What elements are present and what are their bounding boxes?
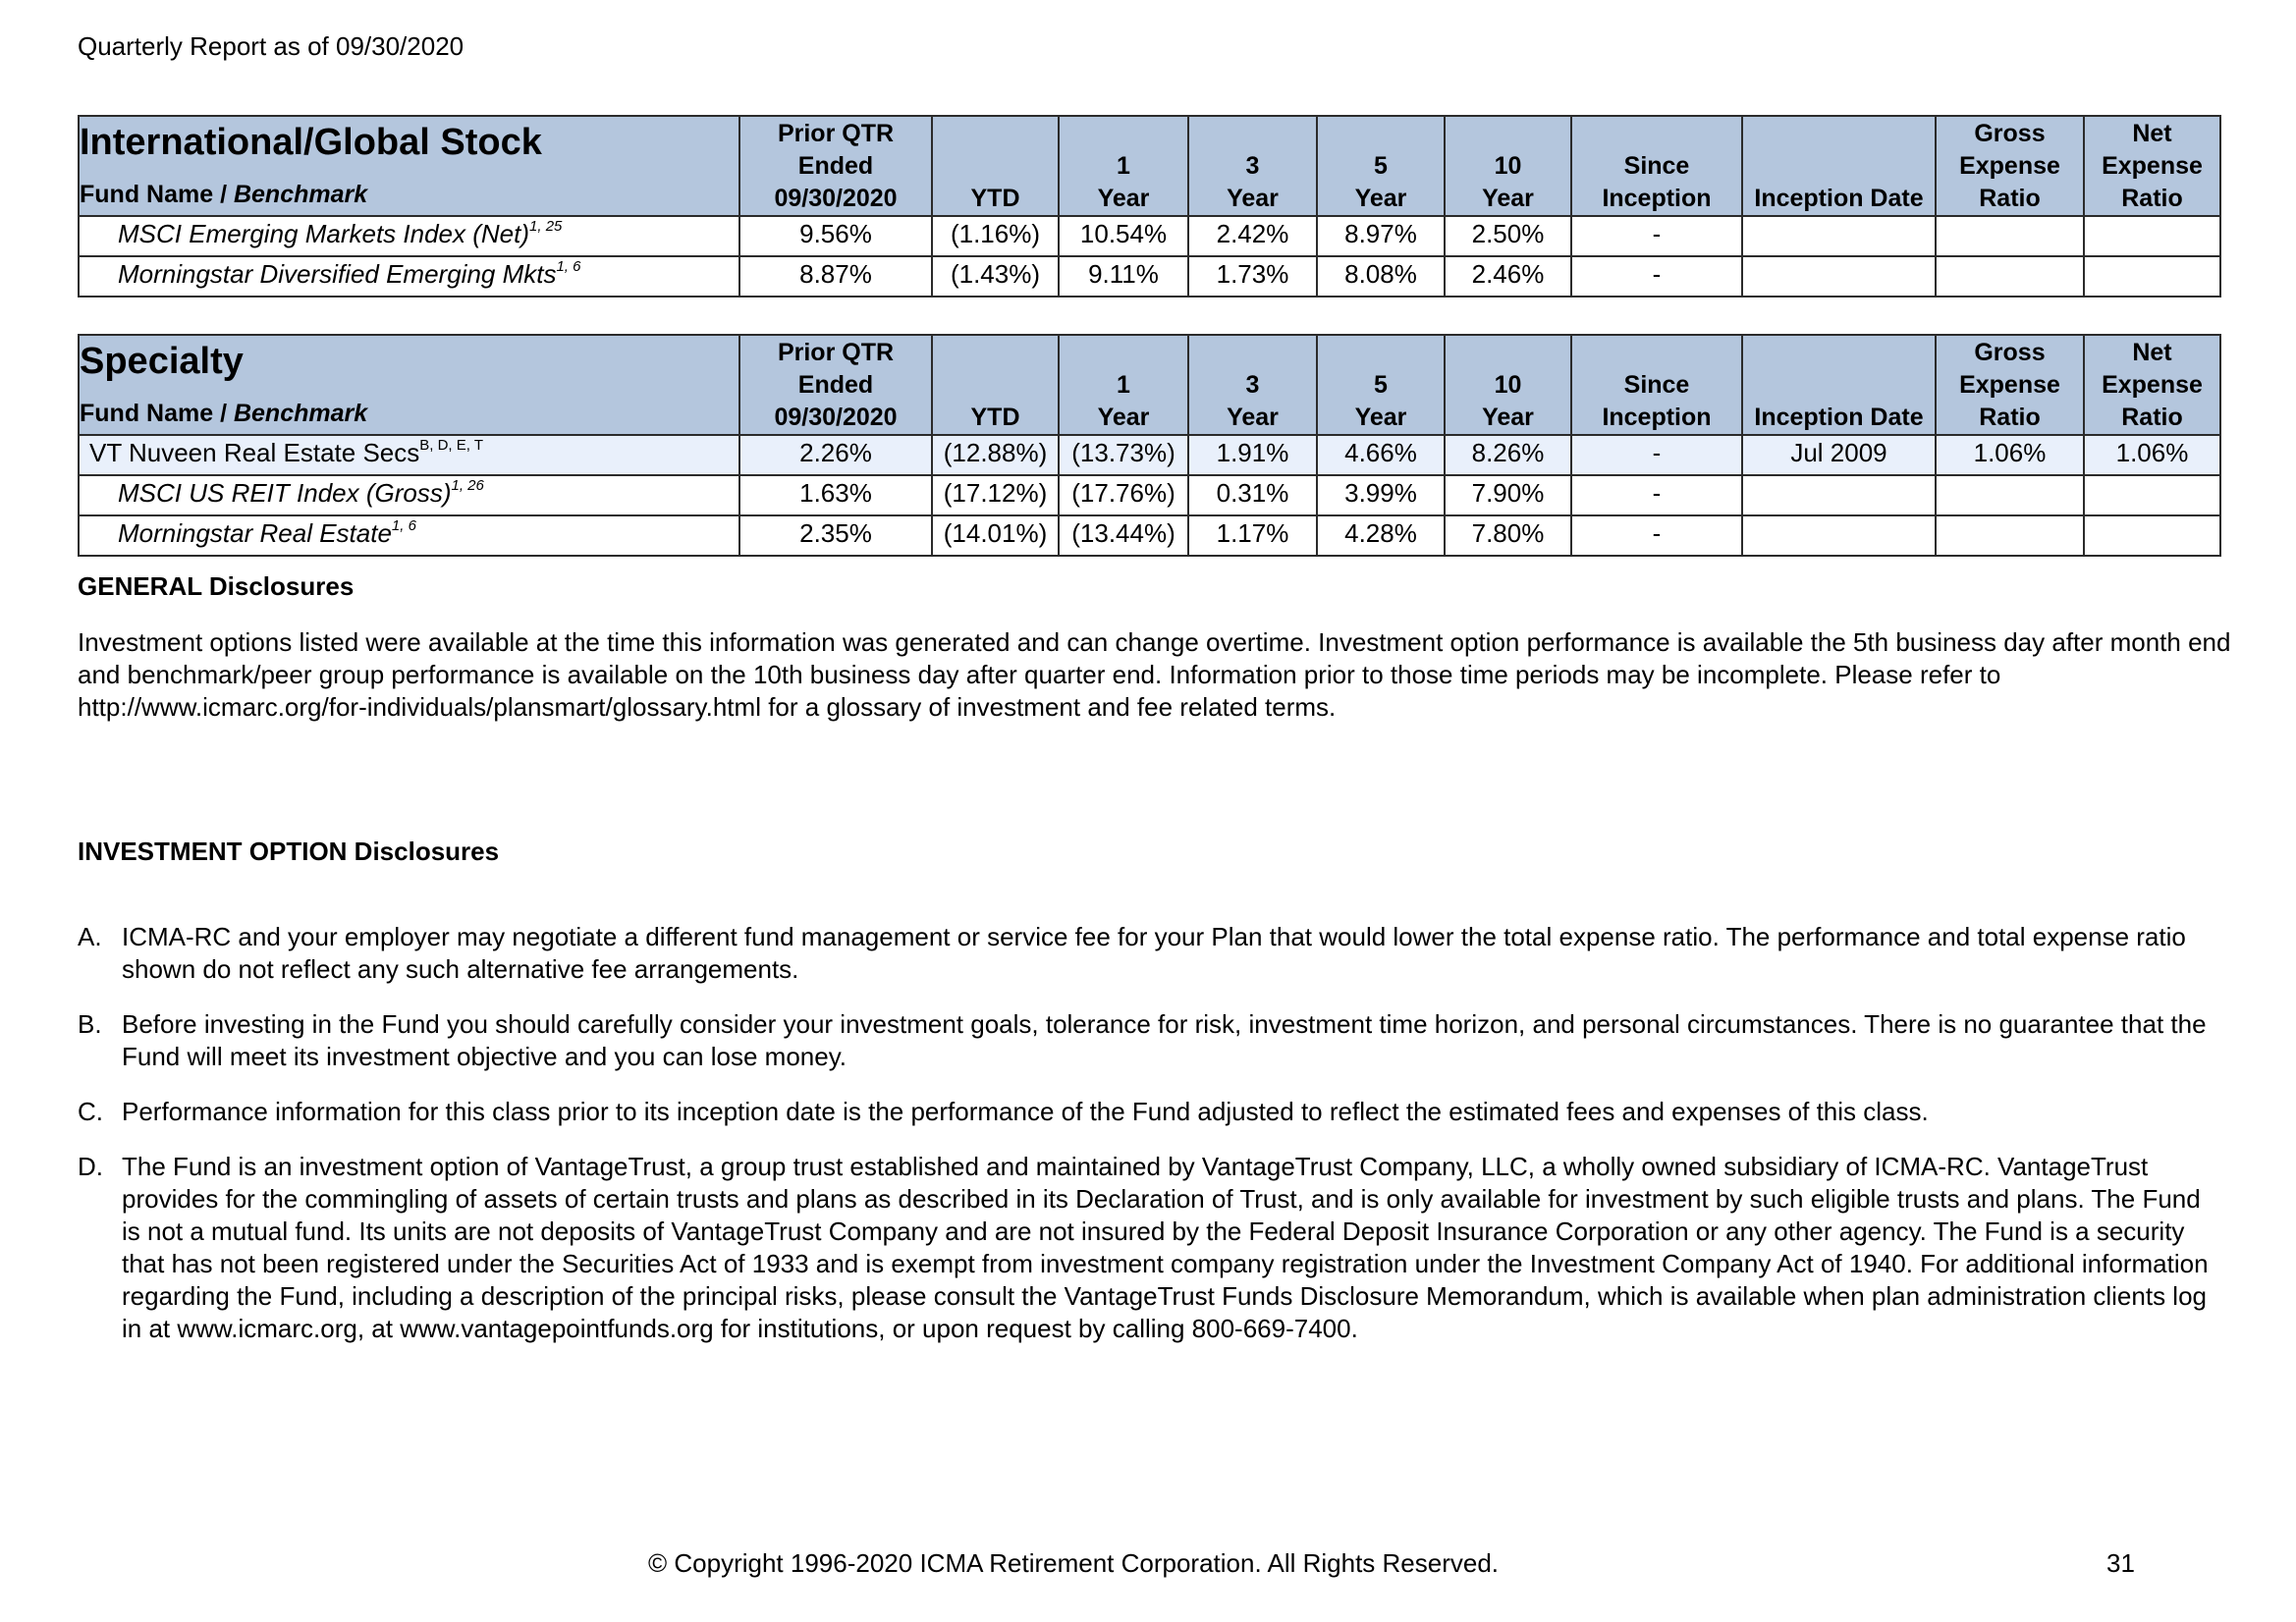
disclosure-item <box>78 1008 2218 1073</box>
category-header <box>79 335 739 435</box>
cell-prior-qtr: 2.35% <box>739 515 932 556</box>
column-header-10-year: 10 Year <box>1445 116 1571 216</box>
disclosure-letter: B. <box>78 1009 102 1039</box>
cell-10-year: 8.26% <box>1445 435 1571 475</box>
cell-prior-qtr: 1.63% <box>739 475 932 515</box>
footer-copyright: © Copyright 1996-2020 ICMA Retirement Corporation. All Rights Reserved. <box>648 1548 1500 1578</box>
cell-10-year: 2.50% <box>1445 216 1571 256</box>
column-header-ytd: YTD <box>932 335 1059 435</box>
category-title: Specialty <box>80 341 244 382</box>
cell-inception-date <box>1742 475 1936 515</box>
fund-name-column-header: Fund Name / Benchmark <box>80 181 368 208</box>
benchmark-row <box>79 256 2220 297</box>
cell-net-expense-ratio <box>2084 475 2220 515</box>
cell-since-inception: - <box>1571 216 1742 256</box>
cell-inception-date <box>1742 515 1936 556</box>
disclosure-item <box>78 1096 2218 1128</box>
cell-5-year: 4.66% <box>1317 435 1445 475</box>
investment-option-disclosures-heading: INVESTMENT OPTION Disclosures <box>78 837 500 866</box>
cell-gross-expense-ratio <box>1936 256 2084 297</box>
disclosure-text: ICMA-RC and your employer may negotiate a different fund management or service fee for your Plan that would lower the total expense ratio. The performance and total expense ratio shown do not reflect any such alternative fee arrangements. <box>122 922 2186 984</box>
cell-5-year: 3.99% <box>1317 475 1445 515</box>
category-header <box>79 116 739 216</box>
fund-name-cell <box>79 216 739 256</box>
cell-prior-qtr: 2.26% <box>739 435 932 475</box>
fund-performance-table <box>78 334 2221 557</box>
cell-5-year: 4.28% <box>1317 515 1445 556</box>
disclosure-item <box>78 1151 2218 1345</box>
cell-1-year: 10.54% <box>1059 216 1188 256</box>
cell-inception-date: Jul 2009 <box>1742 435 1936 475</box>
table-header-row <box>79 116 2220 216</box>
investment-option-disclosures-list <box>78 921 2218 1368</box>
cell-ytd: (17.12%) <box>932 475 1059 515</box>
cell-net-expense-ratio <box>2084 216 2220 256</box>
cell-1-year: (13.44%) <box>1059 515 1188 556</box>
cell-3-year: 1.91% <box>1188 435 1317 475</box>
cell-since-inception: - <box>1571 256 1742 297</box>
benchmark-row <box>79 216 2220 256</box>
cell-5-year: 8.97% <box>1317 216 1445 256</box>
column-header-1-year: 1 Year <box>1059 335 1188 435</box>
column-header-net-expense-ratio: Net Expense Ratio <box>2084 116 2220 216</box>
cell-prior-qtr: 8.87% <box>739 256 932 297</box>
cell-3-year: 2.42% <box>1188 216 1317 256</box>
cell-1-year: 9.11% <box>1059 256 1188 297</box>
column-header-1-year: 1 Year <box>1059 116 1188 216</box>
column-header-gross-expense-ratio: Gross Expense Ratio <box>1936 335 2084 435</box>
cell-5-year: 8.08% <box>1317 256 1445 297</box>
disclosure-text: The Fund is an investment option of VantageTrust, a group trust established and maintained by VantageTrust Company, LLC, a wholly owned subsidiary of ICMA-RC. VantageTrust provides for the commingling of assets of certain trusts and plans as described in its Declaration of Trust, and is only available for investment by such eligible trusts and plans. The Fund is not a mutual fund. Its units are not deposits of VantageTrust Company and are not insured by the Federal Deposit Insurance Corporation or any other agency. The Fund is a security that has not been registered under the Securities Act of 1933 and is exempt from investment company registration under the Investment Company Act of 1940. For additional information regarding the Fund, including a description of the principal risks, please consult the VantageTrust Funds Disclosure Memorandum, which is available when plan administration clients log in at www.icmarc.org, at www.vantagepointfunds.org for institutions, or upon request by calling 800-669-7400. <box>122 1152 2209 1343</box>
column-header-5-year: 5 Year <box>1317 116 1445 216</box>
cell-ytd: (14.01%) <box>932 515 1059 556</box>
cell-net-expense-ratio <box>2084 515 2220 556</box>
disclosure-text: Performance information for this class prior to its inception date is the performance of the Fund adjusted to reflect the estimated fees and expenses of this class. <box>122 1097 1929 1126</box>
fund-name-cell <box>79 435 739 475</box>
disclosure-letter: D. <box>78 1152 103 1181</box>
cell-1-year: (13.73%) <box>1059 435 1188 475</box>
cell-10-year: 7.90% <box>1445 475 1571 515</box>
disclosure-text: Before investing in the Fund you should carefully consider your investment goals, tolerance for risk, investment time horizon, and personal circumstances. There is no guarantee that the Fund will meet its investment objective and you can lose money. <box>122 1009 2207 1071</box>
cell-since-inception: - <box>1571 435 1742 475</box>
cell-gross-expense-ratio: 1.06% <box>1936 435 2084 475</box>
fund-name-cell <box>79 475 739 515</box>
cell-gross-expense-ratio <box>1936 515 2084 556</box>
fund-name-cell <box>79 256 739 297</box>
page-number: 31 <box>2106 1548 2135 1578</box>
cell-prior-qtr: 9.56% <box>739 216 932 256</box>
cell-ytd: (12.88%) <box>932 435 1059 475</box>
cell-ytd: (1.16%) <box>932 216 1059 256</box>
column-header-5-year: 5 Year <box>1317 335 1445 435</box>
footnote-reference: 1, 6 <box>391 517 416 534</box>
column-header-prior-qtr: Prior QTR Ended 09/30/2020 <box>739 335 932 435</box>
category-title: International/Global Stock <box>80 122 542 163</box>
column-header-gross-expense-ratio: Gross Expense Ratio <box>1936 116 2084 216</box>
fund-name-column-header: Fund Name / Benchmark <box>80 400 368 427</box>
fund-performance-table <box>78 115 2221 297</box>
cell-net-expense-ratio: 1.06% <box>2084 435 2220 475</box>
table-header-row <box>79 335 2220 435</box>
column-header-inception-date: Inception Date <box>1742 335 1936 435</box>
column-header-since-inception: Since Inception <box>1571 335 1742 435</box>
footnote-reference: 1, 6 <box>556 258 581 275</box>
column-header-inception-date: Inception Date <box>1742 116 1936 216</box>
cell-1-year: (17.76%) <box>1059 475 1188 515</box>
cell-gross-expense-ratio <box>1936 216 2084 256</box>
benchmark-row <box>79 515 2220 556</box>
cell-10-year: 2.46% <box>1445 256 1571 297</box>
report-header: Quarterly Report as of 09/30/2020 <box>78 31 465 61</box>
column-header-10-year: 10 Year <box>1445 335 1571 435</box>
benchmark-row <box>79 475 2220 515</box>
cell-ytd: (1.43%) <box>932 256 1059 297</box>
footnote-reference: B, D, E, T <box>419 437 483 454</box>
fund-name: VT Nuveen Real Estate Secs <box>89 438 420 467</box>
column-header-ytd: YTD <box>932 116 1059 216</box>
disclosure-letter: C. <box>78 1097 103 1126</box>
general-disclosures-heading: GENERAL Disclosures <box>78 571 355 601</box>
fund-name: Morningstar Diversified Emerging Mkts <box>118 259 557 289</box>
fund-name: MSCI US REIT Index (Gross) <box>118 478 452 508</box>
cell-since-inception: - <box>1571 515 1742 556</box>
disclosure-item <box>78 921 2218 986</box>
cell-since-inception: - <box>1571 475 1742 515</box>
column-header-net-expense-ratio: Net Expense Ratio <box>2084 335 2220 435</box>
column-header-3-year: 3 Year <box>1188 335 1317 435</box>
general-disclosures-text: Investment options listed were available at the time this information was generated and can change overtime. Investment option performance is available the 5th business day after month end and benchmark/peer group performance is available on the 10th business day after quarter end. Information prior to those time periods may be incomplete. Please refer to http://www.icmarc.org/for-individuals/plansmart/glossary.html for a glossary of investment and fee related terms. <box>78 627 2231 722</box>
column-header-since-inception: Since Inception <box>1571 116 1742 216</box>
cell-10-year: 7.80% <box>1445 515 1571 556</box>
cell-gross-expense-ratio <box>1936 475 2084 515</box>
cell-net-expense-ratio <box>2084 256 2220 297</box>
fund-name: MSCI Emerging Markets Index (Net) <box>118 219 530 248</box>
fund-row <box>79 435 2220 475</box>
cell-3-year: 0.31% <box>1188 475 1317 515</box>
cell-inception-date <box>1742 216 1936 256</box>
cell-3-year: 1.17% <box>1188 515 1317 556</box>
cell-3-year: 1.73% <box>1188 256 1317 297</box>
footnote-reference: 1, 25 <box>529 218 563 235</box>
fund-name: Morningstar Real Estate <box>118 518 392 548</box>
column-header-prior-qtr: Prior QTR Ended 09/30/2020 <box>739 116 932 216</box>
footnote-reference: 1, 26 <box>451 477 484 494</box>
fund-name-cell <box>79 515 739 556</box>
disclosure-letter: A. <box>78 922 102 951</box>
cell-inception-date <box>1742 256 1936 297</box>
column-header-3-year: 3 Year <box>1188 116 1317 216</box>
